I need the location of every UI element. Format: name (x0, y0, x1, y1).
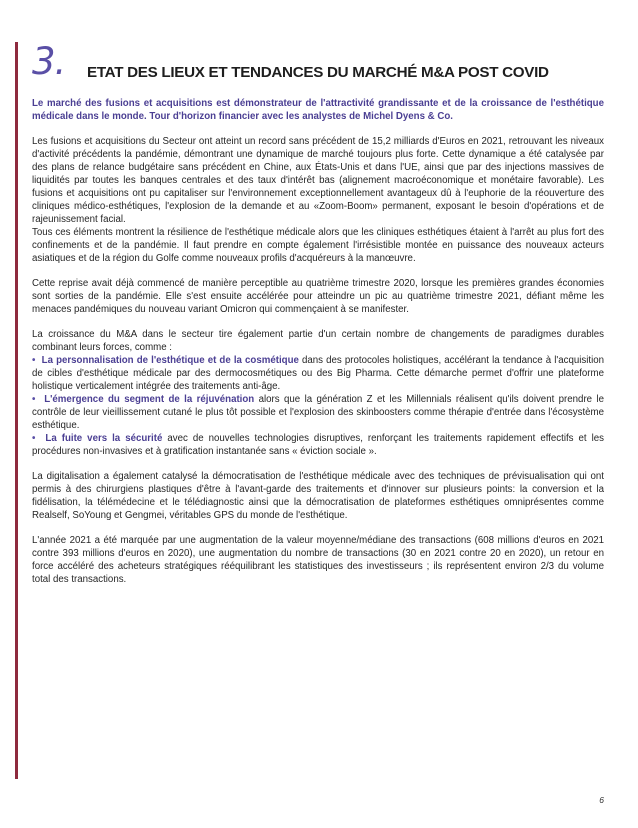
bullet-marker: • (32, 355, 36, 367)
bullet-text: dans des protocoles holistiques, accélérant la tendance à l'acquisition de cibles d'esthétique médicale par des dermocosmétiques ou des Big Pharma. Cette démarche permet d'offrir une plateforme holistique verticalement intégrée des traitements anti-âge. (32, 355, 604, 392)
section-header (32, 40, 612, 86)
paragraph-5: La digitalisation a également catalysé la démocratisation de l'esthétique médicale avec des techniques de prévisualisation qui ont permis à des chirurgiens plastiques d'être à l'avant-garde des traitements et d'innover sur plusieurs points: la conversion et la fidélisation, la télémédecine et le télédiagnostic ainsi que la démocratisation de plateformes esthétiques omniprésentes comme Realself, SoYoung et Gengmei, véritables GPS du monde de l'esthétique. (32, 471, 604, 521)
paragraph-4: La croissance du M&A dans le secteur tire également partie d'un certain nombre de changements de paradigmes durables combinant leurs forces, comme : (32, 329, 604, 354)
section-title: ETAT DES LIEUX ET TENDANCES DU MARCHÉ M&A POST COVID (87, 64, 549, 81)
paragraph-6: L'année 2021 a été marquée par une augmentation de la valeur moyenne/médiane des transactions (608 millions d'euros en 2021 contre 393 millions d'euros en 2020), une augmentation du nombre de transactions (30 en 2021 contre 20 en 2020), un retour en force accéléré des acheteurs stratégiques rééquilibrant les statistiques des investisseurs ; ils représentent environ 2/3 du volume total des transactions. (32, 535, 604, 585)
bullet-text: alors que la génération Z et les Millennials réalisent qu'ils doivent prendre le contrôle de leur vieillissement cutané le plus tôt possible et l'explosion des skinboosters comme thérapie d'entrée dans l'écosystème esthétique. (32, 393, 604, 431)
article-body (32, 98, 604, 587)
section-number: 3. (32, 40, 66, 83)
paragraph-2: Tous ces éléments montrent la résilience de l'esthétique médicale alors que les cliniques esthétiques étaient à l'arrêt au plus fort des confinements et de la pandémie. Il faut prendre en compte également l'irrésistible montée en puissance des nouveaux acteurs asiatiques et de la région du Golfe comme nouveaux profils d'acquéreurs à la manœuvre. (32, 226, 604, 264)
bullet-marker: • (32, 393, 36, 405)
bullet-highlight: L'émergence du segment de la réjuvénation (44, 393, 255, 405)
left-accent-rule (15, 42, 18, 779)
bullet-text: avec de nouvelles technologies disruptives, renforçant les traitements rapidement effectifs et les procédures non-invasives et à gratification instantanée sans « éviction sociale ». (32, 432, 604, 457)
bullet-marker: • (32, 432, 36, 444)
bullet-highlight: La personnalisation de l'esthétique et de la cosmétique (41, 355, 299, 367)
paragraph-1: Les fusions et acquisitions du Secteur ont atteint un record sans précédent de 15,2 milliards d'Euros en 2021, retrouvant les niveaux d'activité précédents la pandémie, démontrant une dynamique de marché toujours plus forte. Cette dynamique a été catalysée par des plans de relance budgétaire sans précédent en Chine, aux États-Unis et dans l'UE, ainsi que par des injections massives de liquidités par toutes les banques centrales et des taux d'intérêt bas (alignement macroéconomique et monétaire favorable). Les fusions et acquisitions ont pu capitaliser sur l'environnement exceptionnellement avantageux dû à l'euphorie de la réouverture des cliniques médico-esthétiques, l'explosion de la demande et au «Zoom-Boom» permanent, exposant le besoin d'opérations et de rajeunissement facial. (32, 136, 604, 225)
page-number: 6 (599, 795, 604, 805)
paragraph-3: Cette reprise avait déjà commencé de manière perceptible au quatrième trimestre 2020, lorsque les premières grandes économies sont sorties de la pandémie. Elle s'est ensuite accélérée pour atteindre un pic au quatrième trimestre 2021, défiant même les menaces pandémiques du nouveau variant Omicron qui commençaient à se manifester. (32, 278, 604, 315)
bullet-item-securite (32, 433, 604, 459)
bullet-item-personalisation (32, 355, 604, 394)
intro-paragraph: Le marché des fusions et acquisitions est démonstrateur de l'attractivité grandissante et de la croissance de l'esthétique médicale dans le monde. Tour d'horizon financier avec les analystes de Michel Dyens & Co. (32, 98, 604, 122)
bullet-item-rejuvenation (32, 394, 604, 433)
bullet-highlight: La fuite vers la sécurité (45, 432, 163, 444)
